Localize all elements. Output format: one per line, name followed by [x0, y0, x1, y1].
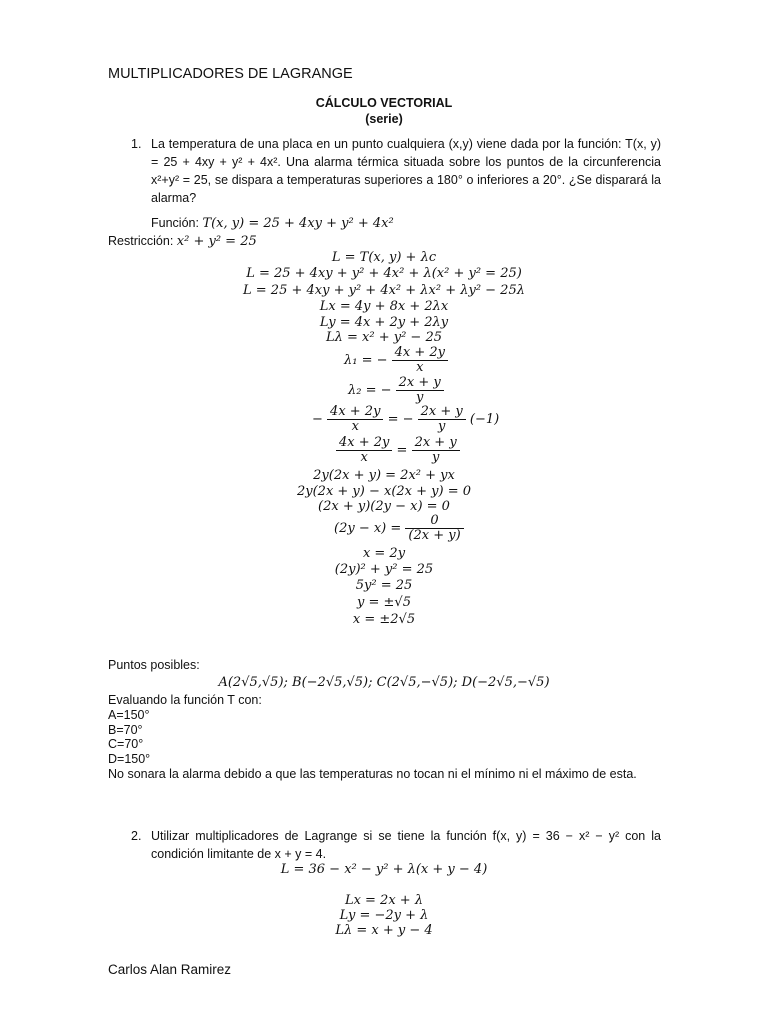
- possible-points-expression: A(2√5,√5); B(−2√5,√5); C(2√5,−√5); D(−2√5,−√5): [218, 675, 550, 690]
- lagrangian-expression: L = 36 − x² − y² + λ(x + y − 4): [280, 862, 488, 877]
- possible-points-label: Puntos posibles:: [108, 658, 200, 672]
- step-equation: (2x + y)(2y − x) = 0: [318, 499, 450, 514]
- restriction-expression: x² + y² = 25: [176, 234, 257, 249]
- step-equation: x = 2y: [362, 546, 406, 561]
- lambda1-fraction: [392, 346, 448, 375]
- evaluation-value: C=70°: [108, 737, 144, 751]
- fraction-numerator: 2x + y: [418, 405, 466, 420]
- fraction-denominator: y: [438, 419, 446, 434]
- problem-1-number: 1.: [131, 137, 142, 151]
- evaluation-label: Evaluando la función T con:: [108, 693, 262, 707]
- document-header: MULTIPLICADORES DE LAGRANGE: [108, 66, 353, 82]
- evaluation-value: B=70°: [108, 723, 143, 737]
- fraction-denominator: y: [416, 390, 424, 405]
- equality-sign: =: [396, 443, 408, 458]
- lambda1-lhs: λ₁ = −: [344, 353, 388, 368]
- fraction-numerator: 2x + y: [396, 376, 444, 391]
- evaluation-value: D=150°: [108, 752, 151, 766]
- equality-tail: (−1): [469, 412, 500, 427]
- fraction-numerator: 2x + y: [412, 436, 460, 451]
- step-equation: Ly = 4x + 2y + 2λy: [319, 315, 449, 330]
- lambda-equality-equation: − $\frac{4x + 2y}{x}$ = − $\frac{2x + y}{y}$ (−1): [312, 404, 500, 434]
- course-title: CÁLCULO VECTORIAL: [315, 96, 453, 110]
- step-equation: Lλ = x + y − 4: [335, 923, 433, 938]
- function-expression: T(x, y) = 25 + 4xy + y² + 4x²: [202, 216, 394, 231]
- lambda2-lhs: λ₂ = −: [348, 383, 392, 398]
- problem-2-statement: Utilizar multiplicadores de Lagrange si se tiene la función f(x, y) = 36 − x² − y² con la condición limitante de x + y = 4.: [151, 829, 661, 861]
- equality-right-fraction: [418, 405, 466, 434]
- fraction-numerator: 0: [405, 514, 463, 529]
- step-equation: Lx = 4y + 8x + 2λx: [319, 299, 449, 314]
- course-subtitle: (serie): [365, 112, 403, 126]
- step-equation: L = 25 + 4xy + y² + 4x² + λ(x² + y² = 25): [246, 266, 522, 281]
- step-equation: L = T(x, y) + λc: [331, 250, 437, 265]
- problem-1-text-b: T(x, y) = 25 + 4xy + y² + 4x². Una alarma térmica situada sobre los puntos de la circunferencia x²+y² = 25, se dispara a temperaturas superiores a 180° o inferiores a 20°. ¿Se disparará la alarma?: [151, 137, 661, 205]
- evaluation-value: A=150°: [108, 708, 150, 722]
- fraction-denominator: (2x + y): [408, 528, 461, 543]
- conclusion-text: No sonara la alarma debido a que las temperaturas no tocan ni el mínimo ni el máximo de esta.: [108, 767, 637, 781]
- equality-sign: = −: [387, 412, 414, 427]
- function-line: [151, 216, 394, 231]
- step-equation: Lλ = x² + y² − 25: [326, 330, 442, 345]
- step-equation: x = ±2√5: [352, 612, 416, 627]
- cross-right-fraction: [412, 436, 460, 465]
- problem-1-statement: [151, 135, 661, 207]
- problem-2-number: 2.: [131, 829, 142, 843]
- fraction-denominator: x: [360, 450, 368, 465]
- fraction-denominator: x: [416, 360, 424, 375]
- function-label: Función:: [151, 216, 199, 230]
- factor-fraction: [405, 514, 463, 543]
- problem-1-text-a: La temperatura de una placa en un punto cualquiera (x,y) viene dada por la función:: [151, 137, 622, 151]
- step-equation: y = ±√5: [357, 595, 411, 610]
- cross-equality-equation: [336, 436, 460, 465]
- fraction-numerator: 4x + 2y: [392, 346, 448, 361]
- lambda1-equation: [344, 346, 448, 375]
- lambda2-equation: [348, 376, 444, 405]
- step-equation: Lx = 2x + λ: [344, 893, 424, 908]
- cross-left-fraction: [336, 436, 392, 465]
- fraction-numerator: 4x + 2y: [336, 436, 392, 451]
- document-footer-author: Carlos Alan Ramirez: [108, 962, 232, 977]
- fraction-denominator: y: [431, 450, 440, 465]
- equality-left-fraction: [327, 405, 383, 434]
- step-equation: (2y)² + y² = 25: [334, 562, 434, 577]
- step-equation: 5y² = 25: [355, 578, 413, 593]
- factor-equation: [334, 514, 464, 543]
- fraction-numerator: 4x + 2y: [327, 405, 383, 420]
- restriction-label: Restricción:: [108, 234, 174, 248]
- step-equation: L = 25 + 4xy + y² + 4x² + λx² + λy² − 25λ: [243, 283, 525, 298]
- step-equation: 2y(2x + y) − x(2x + y) = 0: [296, 484, 472, 499]
- fraction-denominator: x: [351, 419, 359, 434]
- step-equation: Ly = −2y + λ: [339, 908, 429, 923]
- restriction-line: [108, 234, 257, 249]
- lambda2-fraction: [396, 376, 444, 405]
- factor-lhs: (2y − x) =: [334, 521, 402, 536]
- step-equation: 2y(2x + y) = 2x² + yx: [313, 468, 455, 483]
